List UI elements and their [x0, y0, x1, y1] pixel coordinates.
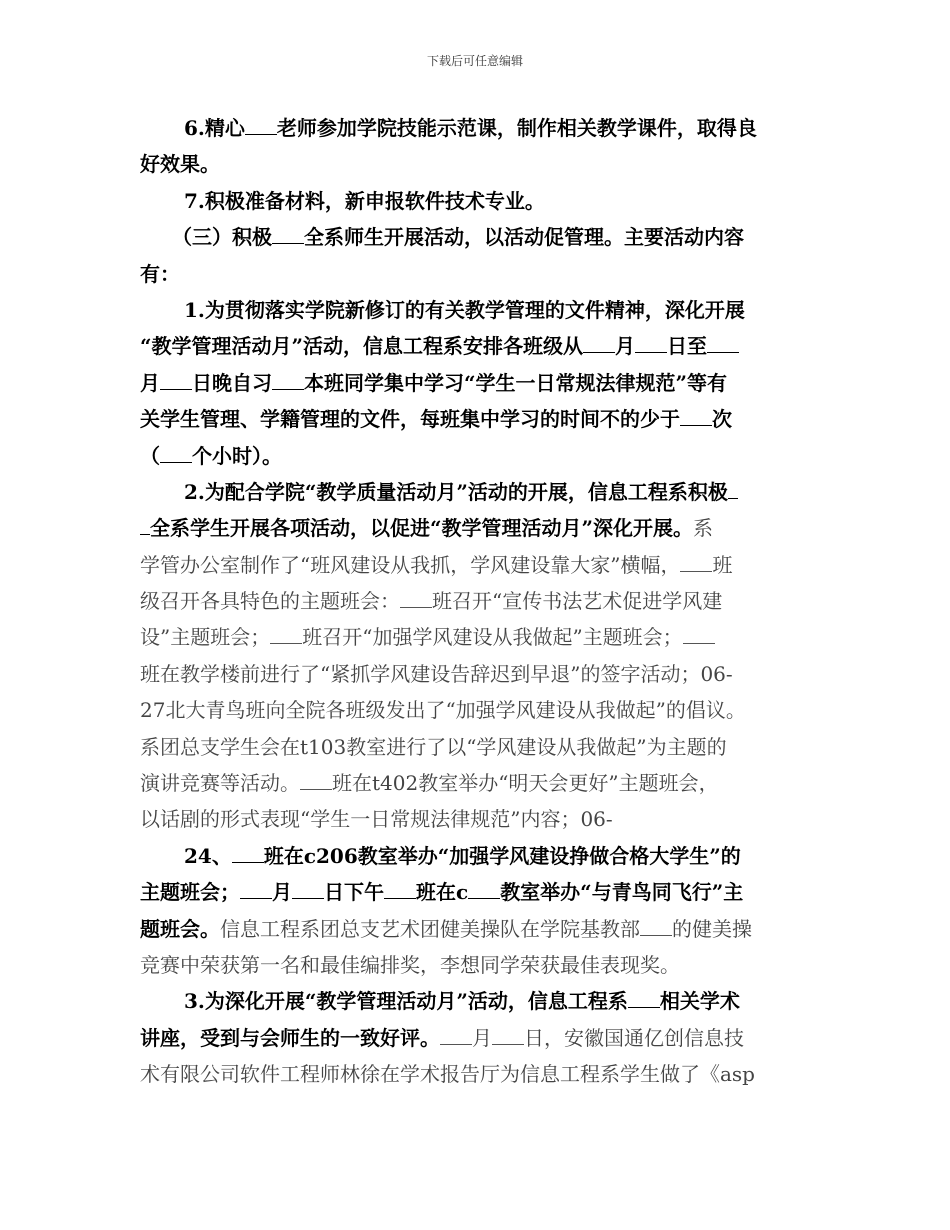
paragraph-line [140, 401, 816, 437]
paragraph-line [140, 947, 816, 983]
blank [245, 112, 277, 135]
text: 6.精心 [184, 116, 245, 140]
text: 设”主题班会； [140, 625, 271, 650]
text: 班召开“宣传书法艺术促进学风建 [432, 589, 723, 614]
text: 系团总支学生会在t103教室进行了以“学风建设从我做起”为主题的 [140, 734, 727, 759]
blank [292, 876, 324, 899]
text: 1.为贯彻落实学院新修订的有关教学管理的文件精神，深化开展 [184, 297, 745, 322]
blank [240, 876, 272, 899]
blank [492, 1022, 524, 1045]
text: 月 [472, 1025, 492, 1050]
text: 好效果。 [140, 152, 220, 177]
text: 系 [693, 516, 714, 541]
text: 27北大青鸟班向全院各班级发出了“加强学风建设从我做起”的倡议。 [140, 698, 746, 723]
blank [640, 913, 672, 936]
text: 日下午 [324, 880, 384, 905]
text: 演讲竞赛等活动。 [140, 771, 300, 796]
text: 班召开“加强学风建设从我做起”主题班会； [302, 625, 683, 650]
text: 个小时）。 [192, 443, 282, 468]
blank [400, 585, 432, 608]
paragraph-line [140, 547, 816, 583]
text: 日晚自习 [192, 370, 272, 395]
paragraph-line [140, 692, 816, 728]
text: 班在教学楼前进行了“紧抓学风建设告辞迟到早退”的签字活动；06- [140, 661, 733, 686]
blank [707, 330, 739, 353]
paragraph-line [140, 983, 816, 1019]
document-body [140, 110, 816, 1093]
text: 以话剧的形式表现“学生一日常规法律规范”内容；06- [140, 807, 613, 832]
text: 教室举办“与青鸟同飞行”主 [500, 880, 744, 905]
text: 月 [615, 334, 636, 359]
section-heading [140, 219, 816, 255]
paragraph-line [140, 146, 816, 182]
paragraph-line [140, 474, 816, 510]
text: 全系师生开展活动，以活动促管理。主要活动内容 [304, 225, 744, 250]
blank [440, 1022, 472, 1045]
blank [384, 876, 416, 899]
text: 的健美操 [672, 916, 752, 941]
paragraph-line [140, 619, 816, 655]
text: 3.为深化开展“教学管理活动月”活动，信息工程系 [184, 989, 628, 1014]
text: 相关学术 [659, 989, 740, 1014]
text: 本班同学集中学习“学生一日常规法律规范”等有 [304, 370, 728, 395]
text: 学管办公室制作了“班风建设从我抓，学风建设靠大家”横幅， [140, 552, 681, 577]
text: 班在c206教室举办“加强学风建设挣做合格大学生”的 [263, 843, 741, 868]
text: “教学管理活动月”活动，信息工程系安排各班级从 [140, 334, 584, 359]
text: 月 [272, 880, 292, 905]
text: 有： [140, 261, 180, 286]
paragraph-line [140, 256, 816, 292]
text: 24、 [184, 843, 232, 868]
paragraph-line [140, 765, 816, 801]
text: 全系学生开展各项活动，以促进“教学管理活动月”深化开展。 [150, 516, 694, 541]
blank [232, 840, 264, 863]
blank [635, 330, 667, 353]
paragraph-line [140, 656, 816, 692]
paragraph-line [140, 328, 816, 364]
blank [300, 767, 332, 790]
blank [140, 512, 150, 535]
text: 信息工程系团总支艺术团健美操队在学院基教部 [220, 916, 640, 941]
paragraph-line [140, 911, 816, 947]
text: 题班会。 [140, 916, 220, 941]
text: 班 [712, 552, 733, 577]
blank [272, 367, 304, 390]
text: （三）积极 [172, 225, 272, 250]
page-header: 下载后可任意编辑 [426, 54, 523, 68]
text: 班在c [416, 880, 469, 905]
text: 老师参加学院技能示范课，制作相关教学课件，取得良 [276, 116, 757, 140]
paragraph-line [140, 110, 816, 146]
text: 次 [712, 407, 732, 432]
text: 日，安徽国通亿创信息技 [524, 1025, 744, 1050]
text: 主题班会； [140, 880, 240, 905]
paragraph-line [140, 510, 816, 546]
paragraph-line [140, 365, 816, 401]
paragraph-line [140, 292, 816, 328]
text: 竞赛中荣获第一名和最佳编排奖，李想同学荣获最佳表现奖。 [140, 952, 680, 977]
blank [160, 367, 192, 390]
text: 关学生管理、学籍管理的文件，每班集中学习的时间不的少于 [140, 407, 680, 432]
blank [583, 330, 615, 353]
blank [683, 621, 715, 644]
blank [270, 621, 302, 644]
text: 级召开各具特色的主题班会： [140, 589, 400, 614]
text: （ [140, 443, 160, 468]
paragraph-line [140, 874, 816, 910]
text: 月 [140, 370, 160, 395]
blank [680, 403, 712, 426]
paragraph-line [140, 838, 816, 874]
paragraph-line [140, 1020, 816, 1056]
text: 班在t402教室举办“明天会更好”主题班会， [332, 771, 719, 796]
paragraph-line [140, 729, 816, 765]
paragraph-line [140, 1056, 816, 1092]
text: 讲座，受到与会师生的一致好评。 [140, 1025, 440, 1050]
blank [728, 476, 738, 499]
paragraph-line [140, 801, 816, 837]
text: 日至 [667, 334, 708, 359]
blank [628, 985, 660, 1008]
paragraph-line [140, 583, 816, 619]
blank [680, 549, 712, 572]
text: 术有限公司软件工程师林徐在学术报告厅为信息工程系学生做了《asp [140, 1062, 755, 1087]
paragraph-line [140, 438, 816, 474]
blank [272, 221, 304, 244]
text: 7.积极准备材料，新申报软件技术专业。 [184, 188, 545, 213]
text: 2.为配合学院“教学质量活动月”活动的开展，信息工程系积极 [184, 479, 728, 504]
blank [160, 440, 192, 463]
paragraph-line [140, 183, 816, 219]
blank [468, 876, 500, 899]
